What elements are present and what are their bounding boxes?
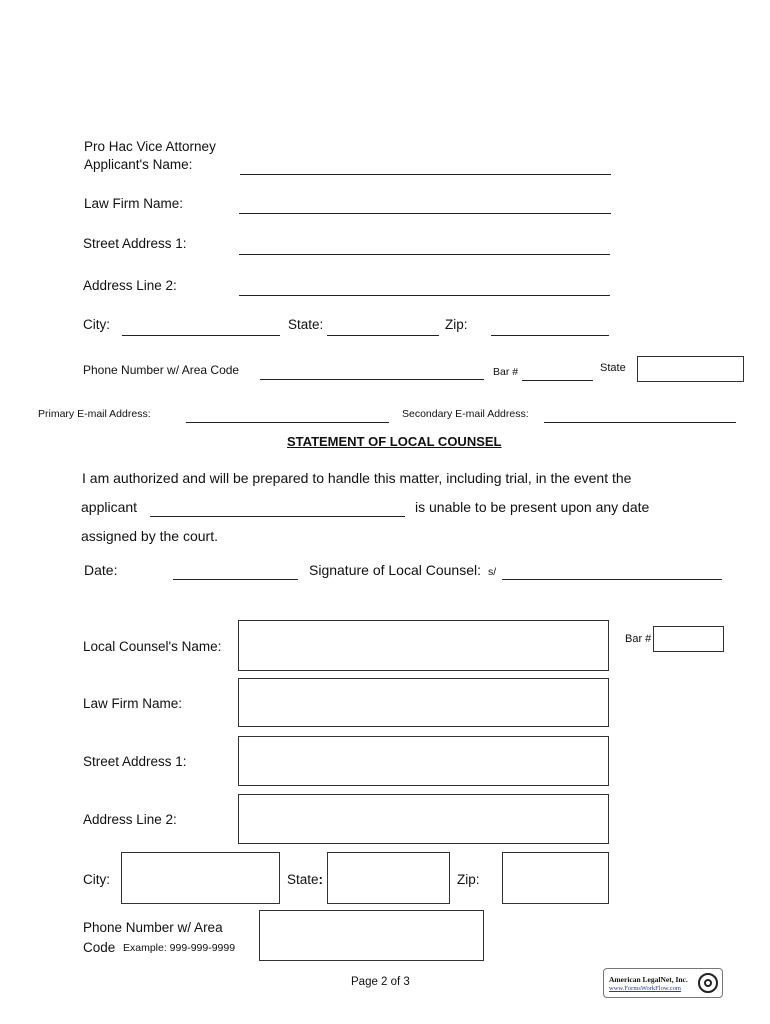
statement-applicant-field[interactable]: [150, 516, 405, 517]
local-counsel-zip-label: Zip:: [457, 872, 480, 887]
page-number: Page 2 of 3: [351, 976, 410, 988]
street-address-1-field[interactable]: [239, 254, 610, 255]
signature-prefix: s/: [488, 566, 497, 578]
bar-number-label: Bar #: [493, 366, 519, 378]
applicant-name-field[interactable]: [240, 174, 611, 175]
statement-line-3: assigned by the court.: [81, 528, 218, 544]
local-counsel-bar-label: Bar #: [625, 633, 652, 645]
secondary-email-field[interactable]: [544, 422, 736, 423]
date-label: Date:: [84, 562, 118, 578]
zip-field[interactable]: [491, 335, 609, 336]
statement-applicant-label: applicant: [81, 499, 138, 515]
primary-email-field[interactable]: [186, 422, 389, 423]
street-address-1-label: Street Address 1:: [83, 236, 187, 251]
local-counsel-law-firm-input[interactable]: [238, 678, 609, 727]
address-line-2-field[interactable]: [239, 295, 610, 296]
statement-line-1: I am authorized and will be prepared to handle this matter, including trial, in the event the: [82, 470, 632, 486]
local-counsel-address-2-input[interactable]: [238, 794, 609, 844]
local-counsel-state-input[interactable]: [327, 852, 450, 904]
law-firm-field[interactable]: [239, 213, 611, 214]
local-counsel-phone-example: Example: 999-999-9999: [123, 942, 236, 954]
local-counsel-name-input[interactable]: [238, 620, 609, 671]
logo-url-link[interactable]: www.FormsWorkFlow.com: [609, 985, 681, 992]
city-label: City:: [83, 317, 110, 332]
law-firm-label: Law Firm Name:: [84, 196, 184, 211]
bar-state-label: State: [600, 362, 626, 374]
pro-hac-label-line1: Pro Hac Vice Attorney: [84, 139, 216, 154]
logo-company-name: American LegalNet, Inc.: [609, 975, 688, 984]
zip-label: Zip:: [445, 317, 468, 332]
signature-label: Signature of Local Counsel:: [309, 562, 481, 578]
date-field[interactable]: [173, 579, 298, 580]
pro-hac-label-line2: Applicant's Name:: [84, 157, 193, 172]
local-counsel-phone-label-line2: Code: [83, 940, 116, 955]
statement-heading: STATEMENT OF LOCAL COUNSEL: [287, 434, 502, 449]
statement-line-2-end: is unable to be present upon any date: [415, 499, 650, 515]
phone-field[interactable]: [260, 379, 484, 380]
city-field[interactable]: [122, 335, 280, 336]
american-legalnet-logo: [603, 968, 723, 998]
local-counsel-street-1-label: Street Address 1:: [83, 754, 187, 769]
primary-email-label: Primary E-mail Address:: [38, 408, 151, 420]
local-counsel-address-2-label: Address Line 2:: [83, 812, 177, 827]
state-label: State:: [288, 317, 324, 332]
local-counsel-city-input[interactable]: [121, 852, 280, 904]
local-counsel-law-firm-label: Law Firm Name:: [83, 696, 183, 711]
local-counsel-bar-input[interactable]: [653, 626, 724, 652]
local-counsel-street-1-input[interactable]: [238, 736, 609, 786]
bar-number-field[interactable]: [522, 380, 593, 381]
address-line-2-label: Address Line 2:: [83, 278, 177, 293]
state-field[interactable]: [327, 335, 439, 336]
signature-field[interactable]: [502, 579, 722, 580]
logo-mark-icon: [698, 973, 718, 993]
local-counsel-zip-input[interactable]: [502, 852, 609, 904]
phone-label: Phone Number w/ Area Code: [83, 363, 240, 377]
local-counsel-phone-label-line1: Phone Number w/ Area: [83, 920, 223, 935]
local-counsel-state-label: State:: [287, 872, 324, 887]
bar-state-input[interactable]: [637, 356, 744, 382]
secondary-email-label: Secondary E-mail Address:: [402, 408, 529, 420]
local-counsel-city-label: City:: [83, 872, 110, 887]
local-counsel-name-label: Local Counsel's Name:: [83, 639, 222, 654]
local-counsel-phone-input[interactable]: [259, 910, 484, 961]
